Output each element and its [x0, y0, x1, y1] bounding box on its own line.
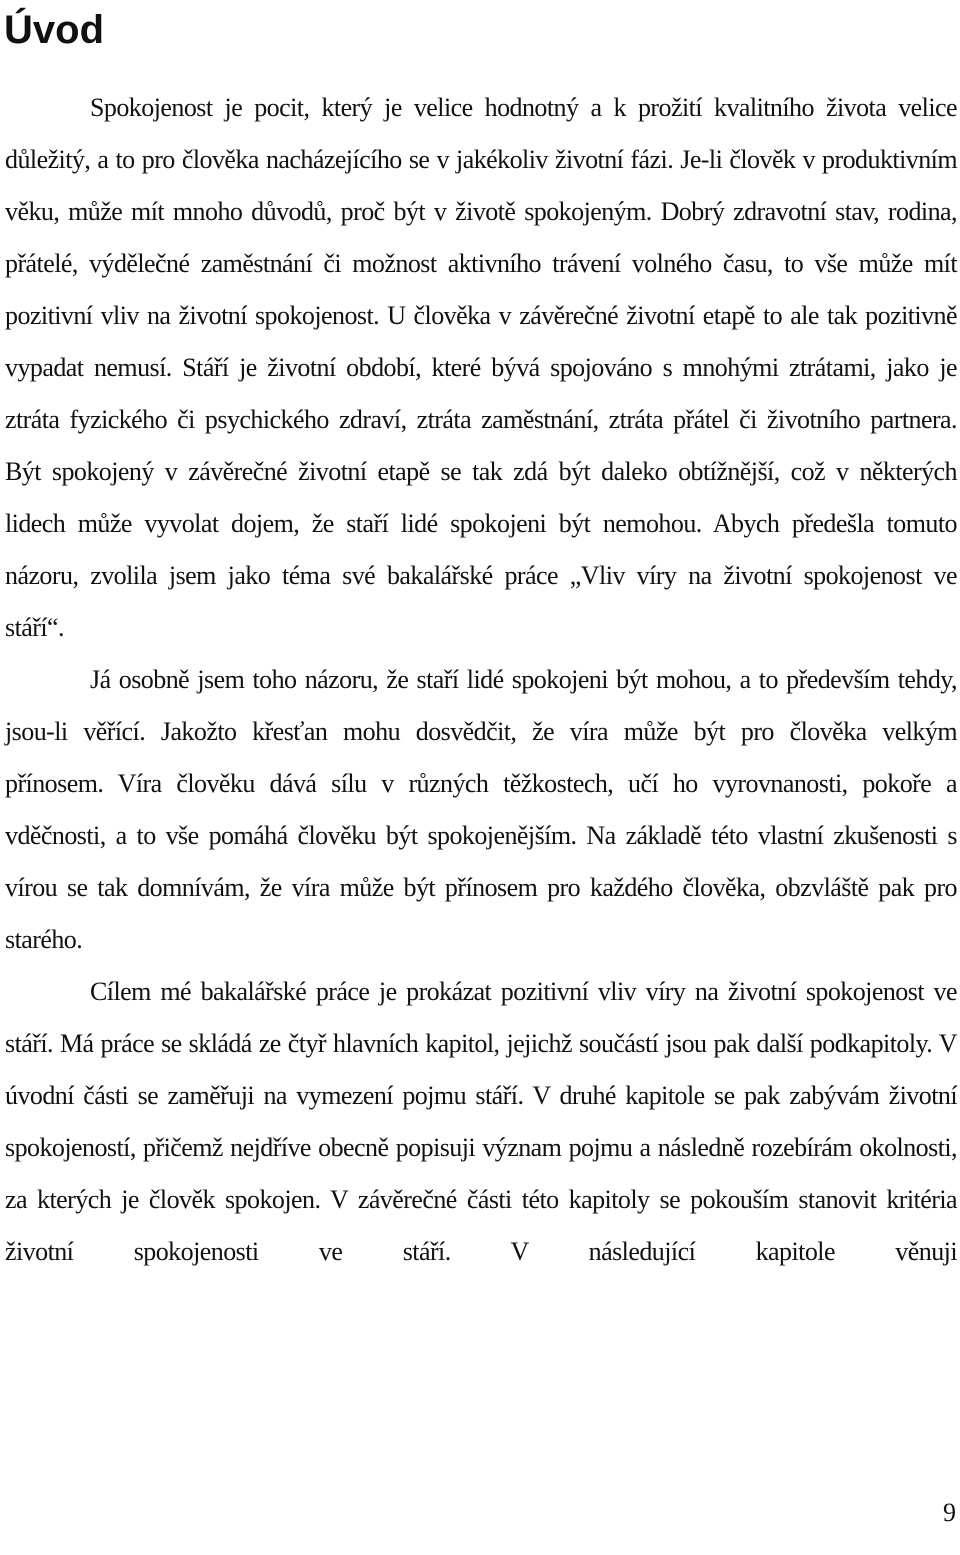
chapter-body	[5, 82, 957, 1278]
paragraph: Cílem mé bakalářské práce je prokázat pozitivní vliv víry na životní spokojenost ve stáří. Má práce se skládá ze čtyř hlavních kapitol, jejichž součástí jsou pak další podkapitoly. V úvodní části se zaměřuji na vymezení pojmu stáří. V druhé kapitole se pak zabývám životní spokojeností, přičemž nejdříve obecně popisuji význam pojmu a následně rozebírám okolnosti, za kterých je člověk spokojen. V závěrečné části této kapitoly se pokouším stanovit kritéria životní spokojenosti ve stáří. V následující kapitole věnuji	[5, 977, 957, 1266]
paragraph: Spokojenost je pocit, který je velice hodnotný a k prožití kvalitního života velice důležitý, a to pro člověka nacházejícího se v jakékoliv životní fázi. Je-li člověk v produktivním věku, může mít mnoho důvodů, proč být v životě spokojeným. Dobrý zdravotní stav, rodina, přátelé, výdělečné zaměstnání či možnost aktivního trávení volného času, to vše může mít pozitivní vliv na životní spokojenost. U člověka v závěrečné životní etapě to ale tak pozitivně vypadat nemusí. Stáří je životní období, které bývá spojováno s mnohými ztrátami, jako je ztráta fyzického či psychického zdraví, ztráta zaměstnání, ztráta přátel či životního partnera. Být spokojený v závěrečné životní etapě se tak zdá být daleko obtížnější, což v některých lidech může vyvolat dojem, že staří lidé spokojeni být nemohou. Abych předešla tomuto názoru, zvolila jsem jako téma své bakalářské práce „Vliv víry na životní spokojenost ve stáří“.	[5, 93, 957, 642]
paragraph: Já osobně jsem toho názoru, že staří lidé spokojeni být mohou, a to především tehdy, jsou-li věřící. Jakožto křesťan mohu dosvědčit, že víra může být pro člověka velkým přínosem. Víra člověku dává sílu v různých těžkostech, učí ho vyrovnanosti, pokoře a vděčnosti, a to vše pomáhá člověku být spokojenějším. Na základě této vlastní zkušenosti s vírou se tak domnívám, že víra může být přínosem pro každého člověka, obzvláště pak pro starého.	[5, 665, 957, 954]
chapter-heading: Úvod	[4, 8, 104, 52]
page-number: 9	[943, 1498, 956, 1527]
